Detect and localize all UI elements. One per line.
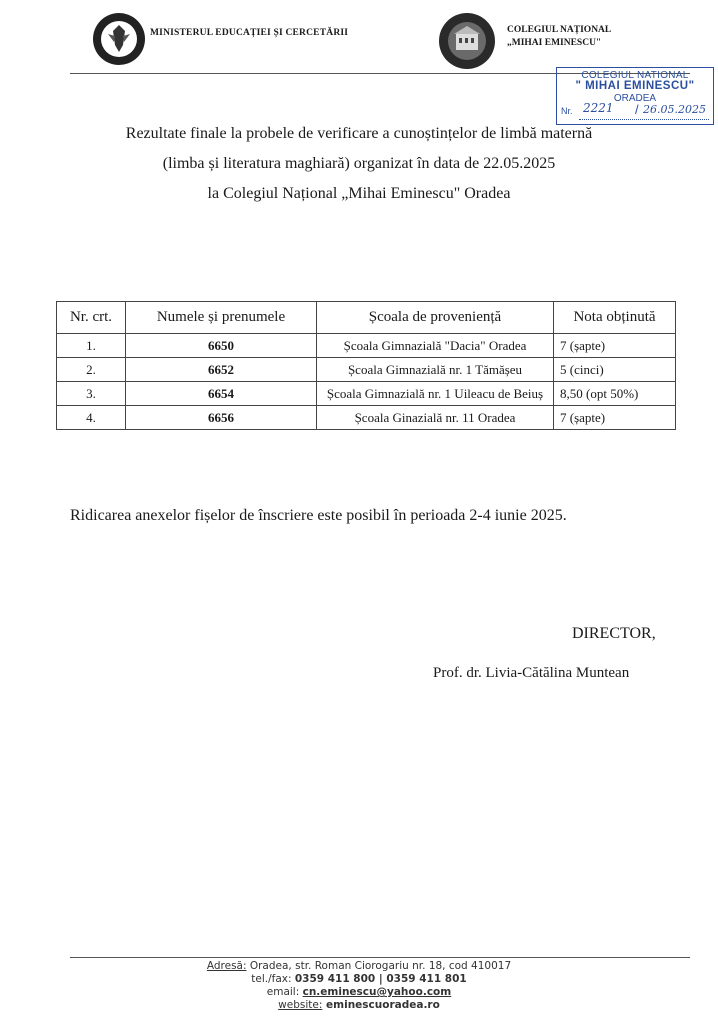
stamp-college-name: " MIHAI EMINESCU" bbox=[575, 80, 695, 92]
phone-value: 0359 411 800 | 0359 411 801 bbox=[294, 973, 467, 985]
row-school: Școala Ginazială nr. 11 Oradea bbox=[317, 406, 554, 430]
college-name-line1: COLEGIUL NAȚIONAL bbox=[507, 25, 612, 35]
table-row bbox=[57, 406, 676, 430]
phone-label: tel./fax: bbox=[251, 973, 295, 985]
row-candidate-id: 6650 bbox=[126, 334, 317, 358]
footer-website bbox=[0, 999, 718, 1012]
document-title-line3: la Colegiul Național „Mihai Eminescu" Oradea bbox=[207, 185, 511, 202]
row-nr: 4. bbox=[57, 406, 126, 430]
header-grade: Nota obținută bbox=[554, 302, 676, 334]
college-logo bbox=[438, 12, 496, 70]
header-name: Numele și prenumele bbox=[126, 302, 317, 334]
college-header-name bbox=[507, 24, 611, 50]
row-school: Școala Gimnazială nr. 1 Uileacu de Beiuș bbox=[317, 382, 554, 406]
website-label: website: bbox=[278, 999, 323, 1011]
results-table bbox=[56, 301, 676, 430]
row-grade: 5 (cinci) bbox=[554, 358, 676, 382]
document-title-line2: (limba și literatura maghiară) organizat în data de 22.05.2025 bbox=[162, 155, 556, 172]
row-school: Școala Gimnazială "Dacia" Oradea bbox=[317, 334, 554, 358]
row-grade: 7 (șapte) bbox=[554, 406, 676, 430]
document-title-line1: Rezultate finale la probele de verificare a cunoștințelor de limbă maternă bbox=[125, 125, 593, 142]
table-row bbox=[57, 382, 676, 406]
header-school: Școala de proveniență bbox=[317, 302, 554, 334]
website-link[interactable]: eminescuoradea.ro bbox=[322, 999, 440, 1011]
table-header-row bbox=[57, 302, 676, 334]
registration-stamp bbox=[556, 67, 714, 125]
row-nr: 1. bbox=[57, 334, 126, 358]
row-candidate-id: 6656 bbox=[126, 406, 317, 430]
address-value: Oradea, str. Roman Ciorogariu nr. 18, cod 410017 bbox=[246, 960, 512, 972]
stamp-number-label: Nr. bbox=[561, 106, 573, 116]
stamp-city: ORADEA bbox=[613, 93, 657, 104]
director-title: DIRECTOR, bbox=[572, 625, 656, 642]
stamp-number: 2221 bbox=[583, 101, 614, 115]
stamp-date: 26.05.2025 bbox=[643, 103, 706, 116]
pickup-note: Ridicarea anexelor fișelor de înscriere este posibil în perioada 2-4 iunie 2025. bbox=[70, 507, 567, 524]
row-nr: 3. bbox=[57, 382, 126, 406]
email-label: email: bbox=[266, 986, 303, 998]
email-link[interactable]: cn.eminescu@yahoo.com bbox=[302, 986, 452, 998]
table-row bbox=[57, 334, 676, 358]
row-school: Școala Gimnazială nr. 1 Tămășeu bbox=[317, 358, 554, 382]
row-grade: 7 (șapte) bbox=[554, 334, 676, 358]
table-row bbox=[57, 358, 676, 382]
college-name-line2: „MIHAI EMINESCU" bbox=[507, 38, 602, 48]
ministry-name: MINISTERUL EDUCAȚIEI ȘI CERCETĂRII bbox=[150, 28, 349, 38]
row-candidate-id: 6652 bbox=[126, 358, 317, 382]
stamp-institution: COLEGIUL NATIONAL bbox=[581, 70, 689, 81]
row-grade: 8,50 (opt 50%) bbox=[554, 382, 676, 406]
footer-phone bbox=[0, 973, 718, 986]
footer-divider bbox=[70, 957, 690, 958]
row-nr: 2. bbox=[57, 358, 126, 382]
address-label: Adresă: bbox=[206, 960, 247, 972]
row-candidate-id: 6654 bbox=[126, 382, 317, 406]
footer-email bbox=[0, 986, 718, 999]
stamp-separator: / bbox=[635, 102, 639, 117]
footer-address bbox=[0, 960, 718, 973]
header-nr: Nr. crt. bbox=[57, 302, 126, 334]
director-name: Prof. dr. Livia-Cătălina Muntean bbox=[433, 665, 630, 681]
stamp-underline bbox=[579, 119, 709, 120]
government-logo bbox=[92, 12, 146, 66]
